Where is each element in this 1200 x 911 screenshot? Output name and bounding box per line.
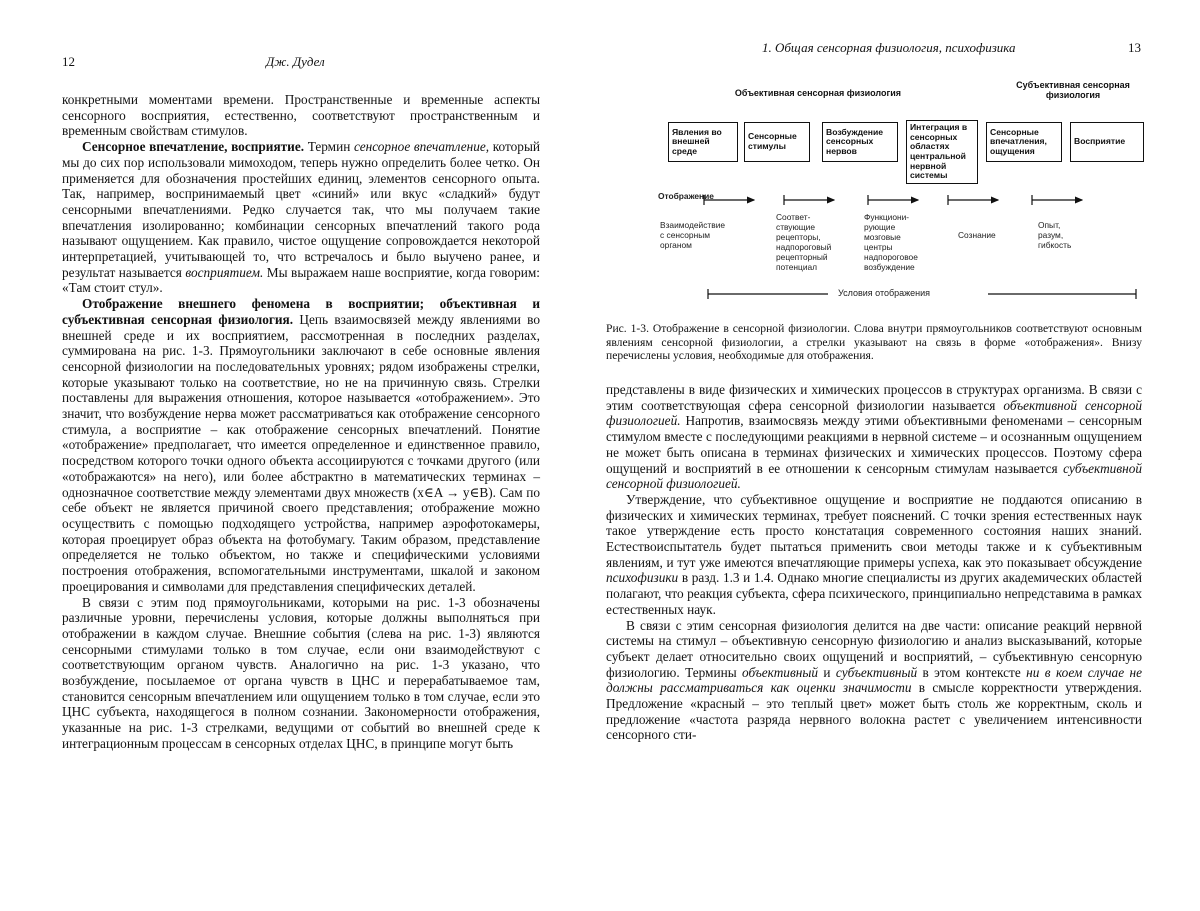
condition-4: Сознание — [958, 230, 996, 240]
figure-header-subjective: Субъективная сенсорная физиология — [1016, 80, 1130, 100]
left-body-text — [62, 92, 540, 752]
condition-1: Взаимодействие с сенсорным органом — [660, 220, 726, 250]
page-number-right: 13 — [1128, 40, 1141, 55]
right-page — [600, 0, 1200, 911]
conditions-label: Условия отображения — [838, 288, 931, 298]
paragraph: В связи с этим под прямоугольниками, которыми на рис. 1-3 обозначены различные уровни, перечислены условия, которые должны выполняться при отображении в каждом случае. Внешние события (слева на рис. 1-3) являются сенсорными стимулами только в том случае, если они взаимодействуют с соответствующим органом чувств. Аналогично на рис. 1-3 указано, что возбуждение, посылаемое от органа чувств в ЦНС и перерабатываемое там, становится сенсорным впечатлением или ощущением только в том случае, если это ЦНС субъекта, находящегося в полном сознании. Закономерности отображения, указанные на рис. 1-3 стрелками, ведущими от событий во внешней среде к интеграционным процессам в сенсорных отделах ЦНС, в принципе могут быть — [62, 594, 540, 751]
box-nerve-excitation: Возбуждение сенсорных нервов — [822, 122, 898, 162]
page-number-left: 12 — [62, 54, 75, 69]
mapping-label: Отображение — [658, 191, 714, 201]
condition-2: Соответ- ствующие рецепторы, надпороговый рецепторный потенциал — [776, 212, 832, 272]
figure-header-objective: Объективная сенсорная физиология — [734, 88, 902, 98]
box-perception: Восприятие — [1070, 122, 1144, 162]
box-external-phenomena: Явления во внешней среде — [668, 122, 738, 162]
paragraph: конкретными моментами времени. Пространственные и временные аспекты сенсорного восприятия, естественно, соответствуют пространственным и временным свойствам стимулов. — [62, 92, 540, 139]
box-sensory-stimuli: Сенсорные стимулы — [744, 122, 810, 162]
paragraph: Отображение внешнего феномена в восприятии; объективная и субъективная сенсорная физиология. Цепь взаимосвязей между явлениями во внешней среде и их восприятием, рассмотренная в последних разделах, суммирована на рис. 1-3. Прямоугольники заключают в себе основные явления сенсорной физиологии на последовательных уровнях; рядом изображены стрелки, которые указывают только на соответствие, но не на причинную связь. Стрелки поставлены для выражения отношения, которое называется «отображением». Это значит, что возбуждение нерва может рассматриваться как отображение сенсорного стимула, а восприятие – как отображение сенсорных впечатлений. Понятие «отображение» предполагает, что имеется определенное и единственное правило, посредством которого точки одного объекта ассоциируются с точками другого (или «отображаются» на него), или более абстрактно в математических терминах – однозначное соответствие между элементами двух множеств (x∈A → y∈B). Сам по себе объект не является причиной своего представления; отображение можно осуществить с помощью подходящего устройства, например аэрофотокамеры, которая проецирует образ объекта на фотобумагу. Таким образом, представление определяется не только объектом, но также и специфическими условиями построения отображения, вспомогательными инструментами, шкалой и законом проецирования и символами для представления специфических деталей. — [62, 296, 540, 594]
figure-caption: Рис. 1-3. Отображение в сенсорной физиологии. Слова внутри прямоугольников соответствуют основным явлениям сенсорной физиологии, а стрелки указывают на связь в форме «отображения». Внизу перечислены условия, необходимые для отображения. — [606, 322, 1142, 363]
running-title-right: 1. Общая сенсорная физиология, психофизика — [762, 40, 1016, 55]
paragraph: представлены в виде физических и химических процессов в структурах организма. В связи с этим соответствующая сфера сенсорной физиологии называется объективной сенсорной физиологией. Напротив, взаимосвязь между этими объективными феноменами – сенсорным стимулом вместе с последующими реакциями в нервной системе – и осознанным ощущением не может быть описана в терминах физических и химических процессов. Поэтому сфера ощущений и восприятий в ее отношении к сенсорным стимулам называется субъективной сенсорной физиологией. — [606, 382, 1143, 492]
box-sensory-impressions: Сенсорные впечатления, ощущения — [986, 122, 1062, 162]
paragraph: В связи с этим сенсорная физиология делится на две части: описание реакций нервной системы на стимул – объективную сенсорную физиологию и анализ высказываний, которые субъект делает относительно своих ощущений и восприятий, – субъективную сенсорную физиологию. Термины объективный и субъективный в этом контексте ни в коем случае не должны рассматриваться как оценки значимости в смысле корректности утверждения. Предложение «красный – это теплый цвет» может быть столь же корректным, сколь и предложение «частота разряда нервного волокна растет с увеличением интенсивности сенсорного сти- — [606, 617, 1142, 743]
paragraph: Сенсорное впечатление, восприятие. Термин сенсорное впечатление, который мы до сих пор использовали мимоходом, теперь нужно определить более четко. Он применяется для обозначения простейших единиц, элементов сенсорного опыта. Так, например, воспринимаемый цвет «синий» или вкус «сладкий» будут сенсорными впечатлениями. Редко случается так, что мы получаем такие впечатления изолированно; комбинации сенсорных впечатлений такого рода называют ощущением. Как правило, чистое ощущение сопровождается некоторой интерпретацией, учитывающей то, что встречалось и было выучено ранее, и результат называется восприятием. Мы выражаем наше восприятие, когда говорим: «Там стоит стул». — [62, 139, 540, 296]
figure-1-3 — [658, 76, 1148, 306]
right-body-text — [606, 382, 1142, 743]
condition-3: Функциони- рующие мозговые центры надпороговое возбуждение — [864, 212, 918, 272]
running-title-left: Дж. Дудел — [266, 54, 325, 69]
box-cns-integration: Интеграция в сенсорных областях центральной нервной системы — [906, 120, 978, 184]
condition-5: Опыт, разум, гибкость — [1038, 220, 1072, 250]
paragraph: Утверждение, что субъективное ощущение и восприятие не поддаются описанию в физических и химических терминах, требует пояснений. С точки зрения естественных наук такое утверждение есть просто констатация современного состояния наших знаний. Естествоиспытатель будет пытаться применить свои методы также и к субъективным явлениям, и тут уже имеются впечатляющие примеры успеха, как это показывает обсуждение психофизики в разд. 1.3 и 1.4. Однако многие специалисты из других академических областей полагают, что реакция субъекта, сфера психического, принципиально непредставима в рамках естественных наук. — [606, 491, 1142, 617]
